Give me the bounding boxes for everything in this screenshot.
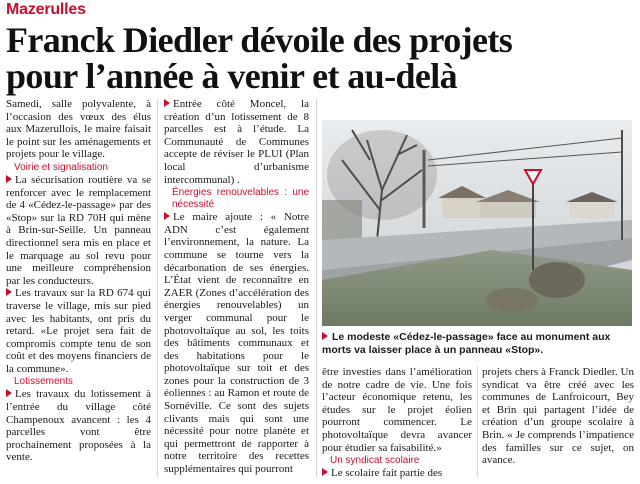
article-column-4: [482, 366, 634, 467]
subheading-lotissements: Lotissements: [14, 376, 73, 388]
paragraph-scolaire: [322, 467, 472, 480]
street-scene-image: [322, 120, 632, 326]
paragraph-energies: [164, 211, 309, 475]
paragraph-text: Le maire ajoute : « Notre ADN c’est également l’environnement, la nature. La commune se tourne vers la décarbonation de ses énergies. L’État vient de reconnaître en ZAER (Zones d’accélération des énergies renouvelables) un verger communal pour le photovoltaïque au sol, les toits des bâtiments communaux et des habitations pour le photovoltaïque sur toit et des zones pour la construction de 3 éoliennes : au Ramon et route de Sornéville. Ce sont des sujets clivants mais qui sont une nécessité pour notre planète et qui permettront de rapporter à notre territoire des recettes supplémentaires qui pourront: [164, 211, 309, 476]
bullet-arrow-icon: [322, 468, 328, 476]
paragraph-text: Entrée côté Moncel, la création d’un lotissement de 8 parcelles est à l’étude. La Communauté de Communes accepte de réviser le PLUI (Plan local d’urbanisme intercommunal) .: [164, 98, 309, 186]
subheading-syndicat-scolaire: Un syndicat scolaire: [330, 455, 420, 467]
column-divider: [316, 98, 317, 478]
column-divider: [477, 366, 478, 478]
subheading-energies: Énergies renouvelables : une nécessité: [172, 187, 309, 211]
bullet-arrow-icon: [6, 288, 12, 296]
caption-text: Le modeste «Cédez-le-passage» face au monument aux morts va laisser place à un panneau «Stop».: [322, 331, 611, 356]
intro-paragraph: Samedi, salle polyvalente, à l’occasion des vœux des élus aux Mazerullois, le maire faisait le point sur les aménagements et projets pour le village.: [6, 98, 151, 161]
paragraph-projets-chers: projets chers à Franck Diedler. Un syndicat va être créé avec les communes de Lanfroicourt, Bey et Brin qui partagent l’idée de création d’un groupe scolaire à Brin. « Je comprends l’impatience des familles sur ce sujet, on avance.: [482, 366, 634, 467]
headline-line-2: pour l’année à venir et au-delà: [6, 56, 458, 96]
section-rubric: Mazerulles: [6, 1, 86, 18]
paragraph-text: Les travaux du lotissement à l’entrée du village côté Champenoux avancent : les 4 parcelles vont être prochainement proposées à la vente.: [6, 388, 151, 464]
article-column-3: [322, 366, 472, 480]
column-divider: [157, 98, 158, 478]
paragraph-text: Le scolaire fait partie des: [331, 467, 443, 480]
paragraph-text: Les travaux sur la RD 674 qui traverse le village, mis sur pied avec les habitants, ont pris du retard. «Le projet sera fait de compromis compte tenu de son coût et des moyens financiers de la commune».: [6, 287, 151, 375]
article-column-2: [164, 98, 309, 476]
paragraph-travaux-rd674: [6, 287, 151, 375]
caption-arrow-icon: [322, 332, 328, 340]
headline-line-1: Franck Diedler dévoile des projets: [6, 20, 513, 60]
subheading-voirie: Voirie et signalisation: [14, 161, 108, 173]
bullet-arrow-icon: [6, 389, 12, 397]
article-column-1: [6, 98, 151, 464]
paragraph-text: La sécurisation routière va se renforcer avec le remplacement de 4 «Cédez-le-passage» par des «Stop» sur la RD 70H qui mène à Brin-sur-Seille. Un panneau directionnel sera mis en place et le marquage au sol revu pour une meilleure compréhension par les conducteurs.: [6, 173, 151, 287]
bullet-arrow-icon: [164, 99, 170, 107]
photo-caption: [322, 331, 632, 357]
article-photo: [322, 120, 632, 326]
bullet-arrow-icon: [164, 212, 170, 220]
paragraph-investies: être investies dans l’amélioration de notre cadre de vie. Une fois l’acteur économique retenu, les études sur le projet éolien pourront commencer. Le photovoltaïque devra avancer pour étudier sa faisabilité.»: [322, 366, 472, 454]
paragraph-moncel: [164, 98, 309, 186]
paragraph-securisation: [6, 174, 151, 287]
article-headline: [6, 22, 636, 94]
bullet-arrow-icon: [6, 175, 12, 183]
paragraph-lotissement-champenoux: [6, 388, 151, 464]
